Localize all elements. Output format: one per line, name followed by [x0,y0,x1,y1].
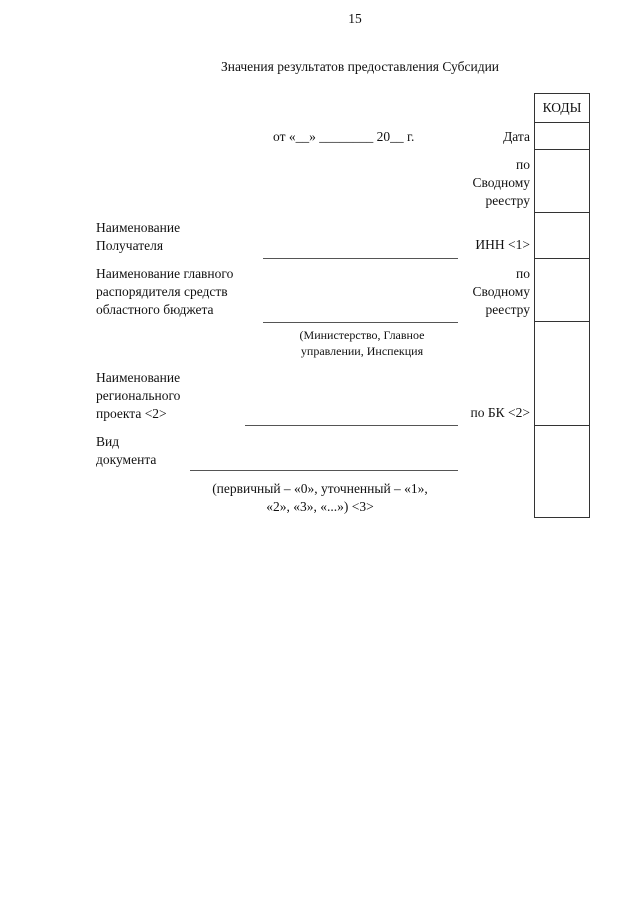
code-cell-inn[interactable] [535,213,590,259]
label-svodny-reestr-1: по Сводному реестру [472,157,530,208]
date-line[interactable]: от «__» ________ 20__ г. [273,129,415,144]
regional-project-field-line[interactable] [245,425,458,426]
page-title: Значения результатов предоставления Субсидии [220,59,500,74]
label-svodny-reestr-2: по Сводному реестру [472,266,530,317]
code-cell-bk[interactable] [535,322,590,426]
label-inn: ИНН <1> [475,237,530,252]
code-cell-date[interactable] [535,123,590,150]
code-cell-svodny-reestr-2[interactable] [535,259,590,322]
label-bk: по БК <2> [470,405,530,420]
code-cell-svodny-reestr-1[interactable] [535,150,590,213]
label-main-manager: Наименование главного распорядителя средств областного бюджета [96,266,234,317]
codes-header: КОДЫ [535,94,590,123]
label-regional-project: Наименование регионального проекта <2> [96,370,181,421]
doc-type-field-line[interactable] [190,470,458,471]
main-manager-field-line[interactable] [263,322,458,323]
recipient-field-line[interactable] [263,258,458,259]
label-date: Дата [503,129,530,144]
code-cell-doc-type[interactable] [535,426,590,518]
doc-type-hint: (первичный – «0», уточненный – «1», «2», «3», «...») <3> [212,481,428,514]
codes-table [534,93,590,518]
ministry-hint: (Министерство, Главное управлении, Инспекция [299,328,425,358]
page-number: 15 [348,11,362,26]
label-doc-type: Вид документа [96,434,157,467]
label-recipient: Наименование Получателя [96,220,181,253]
